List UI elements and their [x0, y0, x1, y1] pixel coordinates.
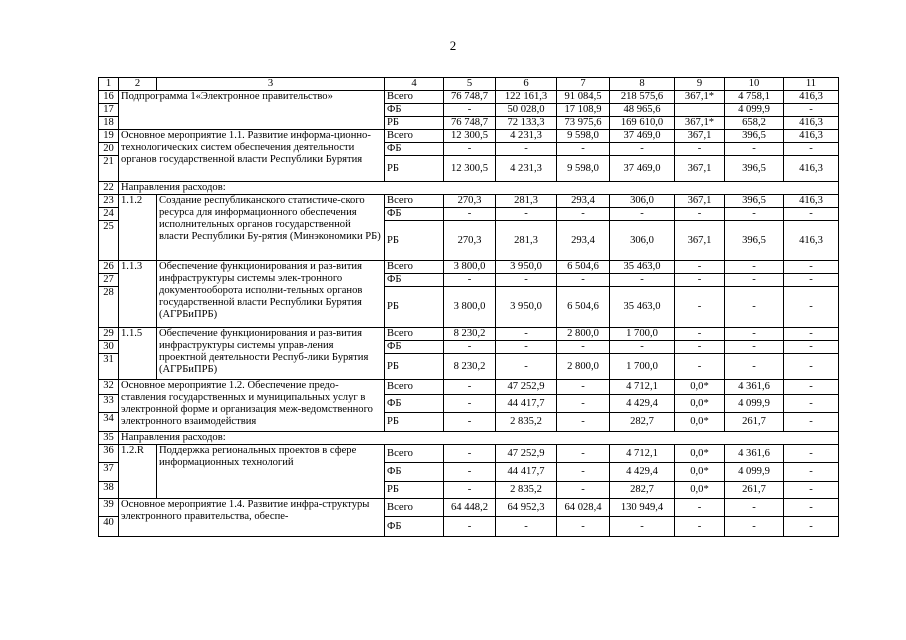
value-cell: - — [725, 517, 784, 537]
event-title: Обеспечение функционирования и раз-вития инфраструктуры системы управ-ления проектной деятельности Респуб-лики Бурятия (АГРБиПРБ) — [157, 328, 385, 380]
value-cell: 3 950,0 — [496, 261, 557, 274]
event-code: 1.1.3 — [119, 261, 157, 328]
value-cell: - — [496, 274, 557, 287]
funding-source: ФБ — [385, 208, 444, 221]
header-cell: 1 — [99, 78, 119, 91]
value-cell: 76 748,7 — [444, 117, 496, 130]
value-cell: 416,3 — [784, 195, 839, 208]
value-cell: 130 949,4 — [610, 499, 675, 517]
row-number: 22 — [99, 182, 119, 195]
value-cell: - — [444, 463, 496, 482]
program-title: Подпрограмма 1«Электронное правительство» — [119, 91, 385, 130]
funding-source: РБ — [385, 156, 444, 182]
program-title: Основное мероприятие 1.4. Развитие инфра-структуры электронного правительства, обеспе- — [119, 499, 385, 537]
value-cell: 2 800,0 — [557, 328, 610, 341]
value-cell: - — [725, 143, 784, 156]
section-heading-row — [99, 182, 839, 195]
value-cell: 3 950,0 — [496, 287, 557, 328]
value-cell: 4 361,6 — [725, 445, 784, 463]
value-cell: - — [557, 517, 610, 537]
row-number: 16 — [99, 91, 119, 104]
value-cell: - — [675, 261, 725, 274]
value-cell: 2 800,0 — [557, 354, 610, 380]
value-cell: 0,0* — [675, 463, 725, 482]
value-cell: - — [557, 143, 610, 156]
row-number: 19 — [99, 130, 119, 143]
value-cell: 2 835,2 — [496, 413, 557, 432]
row-number: 32 — [99, 380, 119, 395]
value-cell: 35 463,0 — [610, 261, 675, 274]
budget-table — [98, 77, 839, 537]
value-cell: 0,0* — [675, 413, 725, 432]
value-cell: 6 504,6 — [557, 261, 610, 274]
header-cell: 7 — [557, 78, 610, 91]
value-cell: 306,0 — [610, 221, 675, 261]
row-number: 37 — [99, 463, 119, 482]
value-cell: 367,1 — [675, 195, 725, 208]
header-cell: 6 — [496, 78, 557, 91]
value-cell: - — [444, 341, 496, 354]
value-cell: 416,3 — [784, 130, 839, 143]
header-cell: 4 — [385, 78, 444, 91]
value-cell: 293,4 — [557, 195, 610, 208]
value-cell: 48 965,6 — [610, 104, 675, 117]
value-cell: 64 448,2 — [444, 499, 496, 517]
value-cell: 281,3 — [496, 221, 557, 261]
funding-source: ФБ — [385, 395, 444, 413]
funding-source: ФБ — [385, 463, 444, 482]
value-cell: - — [557, 380, 610, 395]
value-cell: - — [444, 445, 496, 463]
header-cell: 5 — [444, 78, 496, 91]
value-cell: 9 598,0 — [557, 130, 610, 143]
value-cell: - — [610, 143, 675, 156]
row-number: 35 — [99, 432, 119, 445]
value-cell: 37 469,0 — [610, 130, 675, 143]
funding-source: ФБ — [385, 341, 444, 354]
value-cell: - — [784, 208, 839, 221]
value-cell: - — [557, 341, 610, 354]
value-cell: 12 300,5 — [444, 156, 496, 182]
table-row — [99, 328, 839, 341]
program-title: Основное мероприятие 1.1. Развитие информа-ционно-технологических систем обеспечения деятельности органов государственной власти Республики Бурятия — [119, 130, 385, 182]
value-cell: - — [675, 274, 725, 287]
value-cell: 367,1* — [675, 91, 725, 104]
value-cell: - — [496, 143, 557, 156]
row-number: 34 — [99, 413, 119, 432]
row-number: 39 — [99, 499, 119, 517]
value-cell: - — [725, 499, 784, 517]
value-cell: - — [444, 380, 496, 395]
page-number: 2 — [449, 38, 457, 53]
value-cell: 44 417,7 — [496, 463, 557, 482]
value-cell: - — [557, 463, 610, 482]
value-cell: - — [784, 445, 839, 463]
value-cell: - — [784, 395, 839, 413]
value-cell: - — [675, 208, 725, 221]
funding-source: РБ — [385, 287, 444, 328]
value-cell: - — [444, 482, 496, 499]
row-number: 26 — [99, 261, 119, 274]
value-cell: 416,3 — [784, 156, 839, 182]
section-heading: Направления расходов: — [119, 432, 839, 445]
funding-source: Всего — [385, 130, 444, 143]
value-cell: - — [557, 208, 610, 221]
value-cell: - — [675, 354, 725, 380]
value-cell: - — [675, 287, 725, 328]
header-row — [99, 78, 839, 91]
value-cell: 122 161,3 — [496, 91, 557, 104]
value-cell: - — [610, 274, 675, 287]
row-number: 29 — [99, 328, 119, 341]
value-cell: 64 028,4 — [557, 499, 610, 517]
header-cell: 8 — [610, 78, 675, 91]
value-cell: 50 028,0 — [496, 104, 557, 117]
value-cell: 8 230,2 — [444, 354, 496, 380]
value-cell: 169 610,0 — [610, 117, 675, 130]
value-cell: - — [725, 274, 784, 287]
value-cell: - — [557, 413, 610, 432]
value-cell: 367,1 — [675, 221, 725, 261]
header-cell: 3 — [157, 78, 385, 91]
value-cell: - — [444, 517, 496, 537]
value-cell: 44 417,7 — [496, 395, 557, 413]
value-cell: 396,5 — [725, 221, 784, 261]
value-cell: 73 975,6 — [557, 117, 610, 130]
value-cell: - — [784, 413, 839, 432]
value-cell: 4 099,9 — [725, 463, 784, 482]
value-cell: - — [725, 354, 784, 380]
value-cell: 4 099,9 — [725, 104, 784, 117]
value-cell: 64 952,3 — [496, 499, 557, 517]
funding-source: ФБ — [385, 143, 444, 156]
value-cell: 261,7 — [725, 413, 784, 432]
value-cell: - — [725, 208, 784, 221]
value-cell: 3 800,0 — [444, 287, 496, 328]
table-row — [99, 380, 839, 395]
value-cell: 293,4 — [557, 221, 610, 261]
value-cell: - — [496, 517, 557, 537]
value-cell: - — [784, 354, 839, 380]
header-cell: 9 — [675, 78, 725, 91]
funding-source: РБ — [385, 413, 444, 432]
value-cell: 270,3 — [444, 195, 496, 208]
value-cell: - — [444, 395, 496, 413]
value-cell: - — [557, 482, 610, 499]
value-cell: 3 800,0 — [444, 261, 496, 274]
funding-source: Всего — [385, 499, 444, 517]
funding-source: РБ — [385, 482, 444, 499]
value-cell: - — [675, 143, 725, 156]
value-cell: 76 748,7 — [444, 91, 496, 104]
table-row — [99, 91, 839, 104]
row-number: 33 — [99, 395, 119, 413]
value-cell: - — [725, 328, 784, 341]
row-number: 18 — [99, 117, 119, 130]
funding-source: Всего — [385, 261, 444, 274]
value-cell: 35 463,0 — [610, 287, 675, 328]
value-cell: 367,1 — [675, 156, 725, 182]
value-cell: 9 598,0 — [557, 156, 610, 182]
value-cell: 416,3 — [784, 117, 839, 130]
table-row — [99, 195, 839, 208]
value-cell: 282,7 — [610, 482, 675, 499]
row-number: 23 — [99, 195, 119, 208]
value-cell: - — [725, 287, 784, 328]
row-number: 38 — [99, 482, 119, 499]
value-cell: - — [725, 341, 784, 354]
section-heading-row — [99, 432, 839, 445]
value-cell: 396,5 — [725, 195, 784, 208]
value-cell: - — [496, 208, 557, 221]
value-cell: 4 231,3 — [496, 156, 557, 182]
value-cell: 306,0 — [610, 195, 675, 208]
value-cell: 367,1 — [675, 130, 725, 143]
value-cell: 367,1* — [675, 117, 725, 130]
value-cell: 0,0* — [675, 445, 725, 463]
value-cell: - — [784, 104, 839, 117]
value-cell: - — [784, 463, 839, 482]
row-number: 30 — [99, 341, 119, 354]
value-cell: - — [675, 328, 725, 341]
value-cell: - — [444, 274, 496, 287]
value-cell: - — [557, 445, 610, 463]
value-cell: 8 230,2 — [444, 328, 496, 341]
value-cell: 261,7 — [725, 482, 784, 499]
value-cell: 17 108,9 — [557, 104, 610, 117]
row-number: 28 — [99, 287, 119, 328]
value-cell: 0,0* — [675, 482, 725, 499]
row-number: 21 — [99, 156, 119, 182]
row-number: 40 — [99, 517, 119, 537]
value-cell: - — [610, 341, 675, 354]
value-cell: - — [496, 341, 557, 354]
funding-source: ФБ — [385, 274, 444, 287]
value-cell: 4 099,9 — [725, 395, 784, 413]
value-cell: - — [784, 143, 839, 156]
table-row — [99, 499, 839, 517]
value-cell: - — [784, 482, 839, 499]
row-number: 31 — [99, 354, 119, 380]
value-cell: 281,3 — [496, 195, 557, 208]
value-cell: - — [784, 274, 839, 287]
event-title: Создание республиканского статистиче-ского ресурса для информационного обеспечения исполнительных органов государственной власти Республики Бу-рятия (Минэкономики РБ) — [157, 195, 385, 261]
value-cell: - — [784, 328, 839, 341]
funding-source: Всего — [385, 328, 444, 341]
value-cell: 218 575,6 — [610, 91, 675, 104]
value-cell: - — [725, 261, 784, 274]
value-cell: 4 758,1 — [725, 91, 784, 104]
value-cell: - — [496, 354, 557, 380]
value-cell: 12 300,5 — [444, 130, 496, 143]
value-cell: - — [444, 208, 496, 221]
value-cell: - — [784, 517, 839, 537]
value-cell: 1 700,0 — [610, 354, 675, 380]
value-cell: - — [557, 395, 610, 413]
value-cell: 4 429,4 — [610, 463, 675, 482]
value-cell: - — [784, 287, 839, 328]
funding-source: РБ — [385, 354, 444, 380]
value-cell: 37 469,0 — [610, 156, 675, 182]
value-cell: - — [784, 261, 839, 274]
row-number: 36 — [99, 445, 119, 463]
section-heading: Направления расходов: — [119, 182, 839, 195]
value-cell: 0,0* — [675, 380, 725, 395]
funding-source: Всего — [385, 380, 444, 395]
funding-source: Всего — [385, 445, 444, 463]
value-cell: 6 504,6 — [557, 287, 610, 328]
value-cell: - — [675, 341, 725, 354]
value-cell: - — [610, 517, 675, 537]
event-code: 1.1.5 — [119, 328, 157, 380]
value-cell: 4 712,1 — [610, 380, 675, 395]
funding-source: ФБ — [385, 517, 444, 537]
event-title: Обеспечение функционирования и раз-вития инфраструктуры системы элек-тронного документооборота исполни-тельных органов государственной власти Республики Бурятия (АГРБиПРБ) — [157, 261, 385, 328]
value-cell: 4 231,3 — [496, 130, 557, 143]
value-cell: 4 361,6 — [725, 380, 784, 395]
funding-source: ФБ — [385, 104, 444, 117]
value-cell: 4 712,1 — [610, 445, 675, 463]
table-row — [99, 445, 839, 463]
value-cell: 72 133,3 — [496, 117, 557, 130]
value-cell: 0,0* — [675, 395, 725, 413]
value-cell: 4 429,4 — [610, 395, 675, 413]
value-cell: - — [444, 104, 496, 117]
row-number: 25 — [99, 221, 119, 261]
funding-source: РБ — [385, 221, 444, 261]
value-cell: 1 700,0 — [610, 328, 675, 341]
value-cell: 658,2 — [725, 117, 784, 130]
row-number: 20 — [99, 143, 119, 156]
program-title: Основное мероприятие 1.2. Обеспечение предо-ставления государственных и муниципальных услуг в электронной форме и организация меж-ведомственного электронного взаимодействия — [119, 380, 385, 432]
table-row — [99, 130, 839, 143]
value-cell: - — [675, 517, 725, 537]
value-cell: 91 084,5 — [557, 91, 610, 104]
row-number: 17 — [99, 104, 119, 117]
row-number: 24 — [99, 208, 119, 221]
value-cell: - — [784, 380, 839, 395]
value-cell: - — [784, 499, 839, 517]
header-cell: 2 — [119, 78, 157, 91]
value-cell: 47 252,9 — [496, 445, 557, 463]
funding-source: Всего — [385, 195, 444, 208]
value-cell: - — [784, 341, 839, 354]
value-cell: - — [444, 143, 496, 156]
value-cell: 416,3 — [784, 221, 839, 261]
funding-source: Всего — [385, 91, 444, 104]
event-code: 1.1.2 — [119, 195, 157, 261]
value-cell: - — [496, 328, 557, 341]
value-cell: 396,5 — [725, 130, 784, 143]
event-title: Поддержка региональных проектов в сфере информационных технологий — [157, 445, 385, 499]
value-cell: 2 835,2 — [496, 482, 557, 499]
header-cell: 10 — [725, 78, 784, 91]
value-cell: 416,3 — [784, 91, 839, 104]
value-cell — [675, 104, 725, 117]
value-cell: - — [610, 208, 675, 221]
funding-source: РБ — [385, 117, 444, 130]
header-cell: 11 — [784, 78, 839, 91]
event-code: 1.2.R — [119, 445, 157, 499]
value-cell: - — [557, 274, 610, 287]
table-row — [99, 261, 839, 274]
value-cell: - — [675, 499, 725, 517]
value-cell: 282,7 — [610, 413, 675, 432]
value-cell: 396,5 — [725, 156, 784, 182]
value-cell: 47 252,9 — [496, 380, 557, 395]
value-cell: - — [444, 413, 496, 432]
row-number: 27 — [99, 274, 119, 287]
value-cell: 270,3 — [444, 221, 496, 261]
